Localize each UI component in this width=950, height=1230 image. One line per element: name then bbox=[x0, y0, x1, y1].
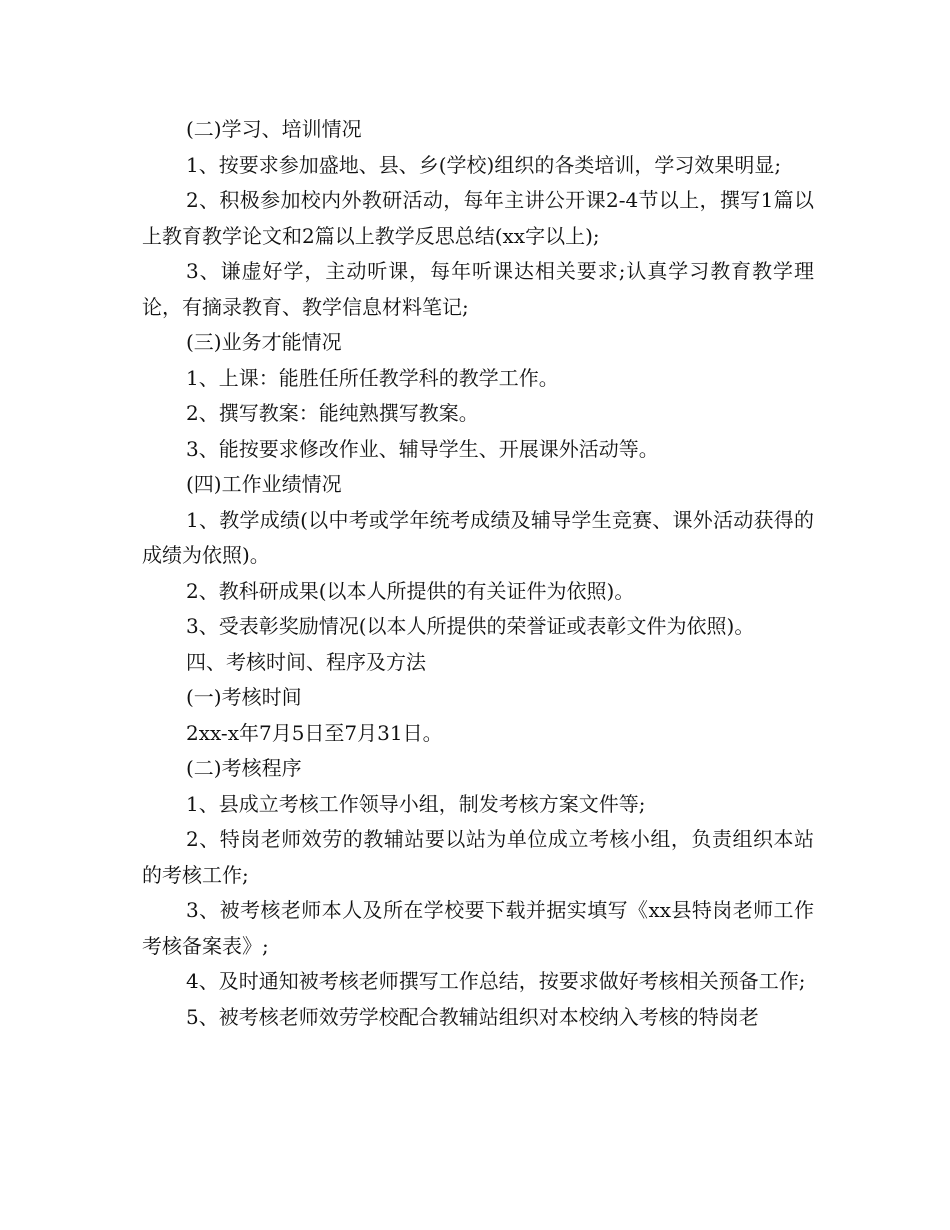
paragraph-procedure-step-2: 2、特岗老师效劳的教辅站要以站为单位成立考核小组，负责组织本站的考核工作; bbox=[142, 827, 814, 887]
paragraph-assessment-dates: 2xx-x年7月5日至7月31日。 bbox=[186, 720, 443, 745]
heading-study-training: (二)学习、培训情况 bbox=[186, 117, 362, 141]
paragraph-procedure-step-5: 5、被考核老师效劳学校配合教辅站组织对本校纳入考核的特岗老 bbox=[186, 1004, 759, 1029]
document-body bbox=[142, 112, 814, 1035]
paragraph-lesson-plans: 2、撰写教案：能纯熟撰写教案。 bbox=[186, 401, 479, 425]
paragraph-training-participation: 1、按要求参加盛地、县、乡(学校)组织的各类培训，学习效果明显; bbox=[186, 152, 782, 177]
heading-professional-ability: (三)业务才能情况 bbox=[186, 330, 342, 354]
paragraph-research-results: 2、教科研成果(以本人所提供的有关证件为依照)。 bbox=[186, 578, 635, 603]
paragraph-procedure-step-3: 3、被考核老师本人及所在学校要下载并据实填写《xx县特岗老师工作考核备案表》; bbox=[142, 898, 814, 958]
heading-assessment-time: (一)考核时间 bbox=[186, 685, 302, 709]
heading-assessment-procedure: (二)考核程序 bbox=[186, 756, 302, 780]
paragraph-research-activities: 2、积极参加校内外教研活动，每年主讲公开课2-4节以上，撰写1篇以上教育教学论文和2篇以上教学反思总结(xx字以上); bbox=[142, 188, 814, 248]
paragraph-homework-guidance: 3、能按要求修改作业、辅导学生、开展课外活动等。 bbox=[186, 436, 659, 461]
paragraph-awards: 3、受表彰奖励情况(以本人所提供的荣誉证或表彰文件为依照)。 bbox=[186, 614, 755, 638]
paragraph-procedure-step-1: 1、县成立考核工作领导小组，制发考核方案文件等; bbox=[186, 791, 646, 816]
heading-work-performance: (四)工作业绩情况 bbox=[186, 472, 342, 496]
paragraph-teaching-class: 1、上课：能胜任所任教学科的教学工作。 bbox=[186, 365, 559, 390]
heading-assessment-time-procedure: 四、考核时间、程序及方法 bbox=[186, 649, 426, 674]
paragraph-procedure-step-4: 4、及时通知被考核老师撰写工作总结，按要求做好考核相关预备工作; bbox=[186, 969, 806, 993]
paragraph-teaching-results: 1、教学成绩(以中考或学年统考成绩及辅导学生竞赛、课外活动获得的成绩为依照)。 bbox=[142, 507, 814, 567]
paragraph-learning-attitude: 3、谦虚好学，主动听课，每年听课达相关要求;认真学习教育教学理论，有摘录教育、教学信息材料笔记; bbox=[142, 259, 814, 319]
